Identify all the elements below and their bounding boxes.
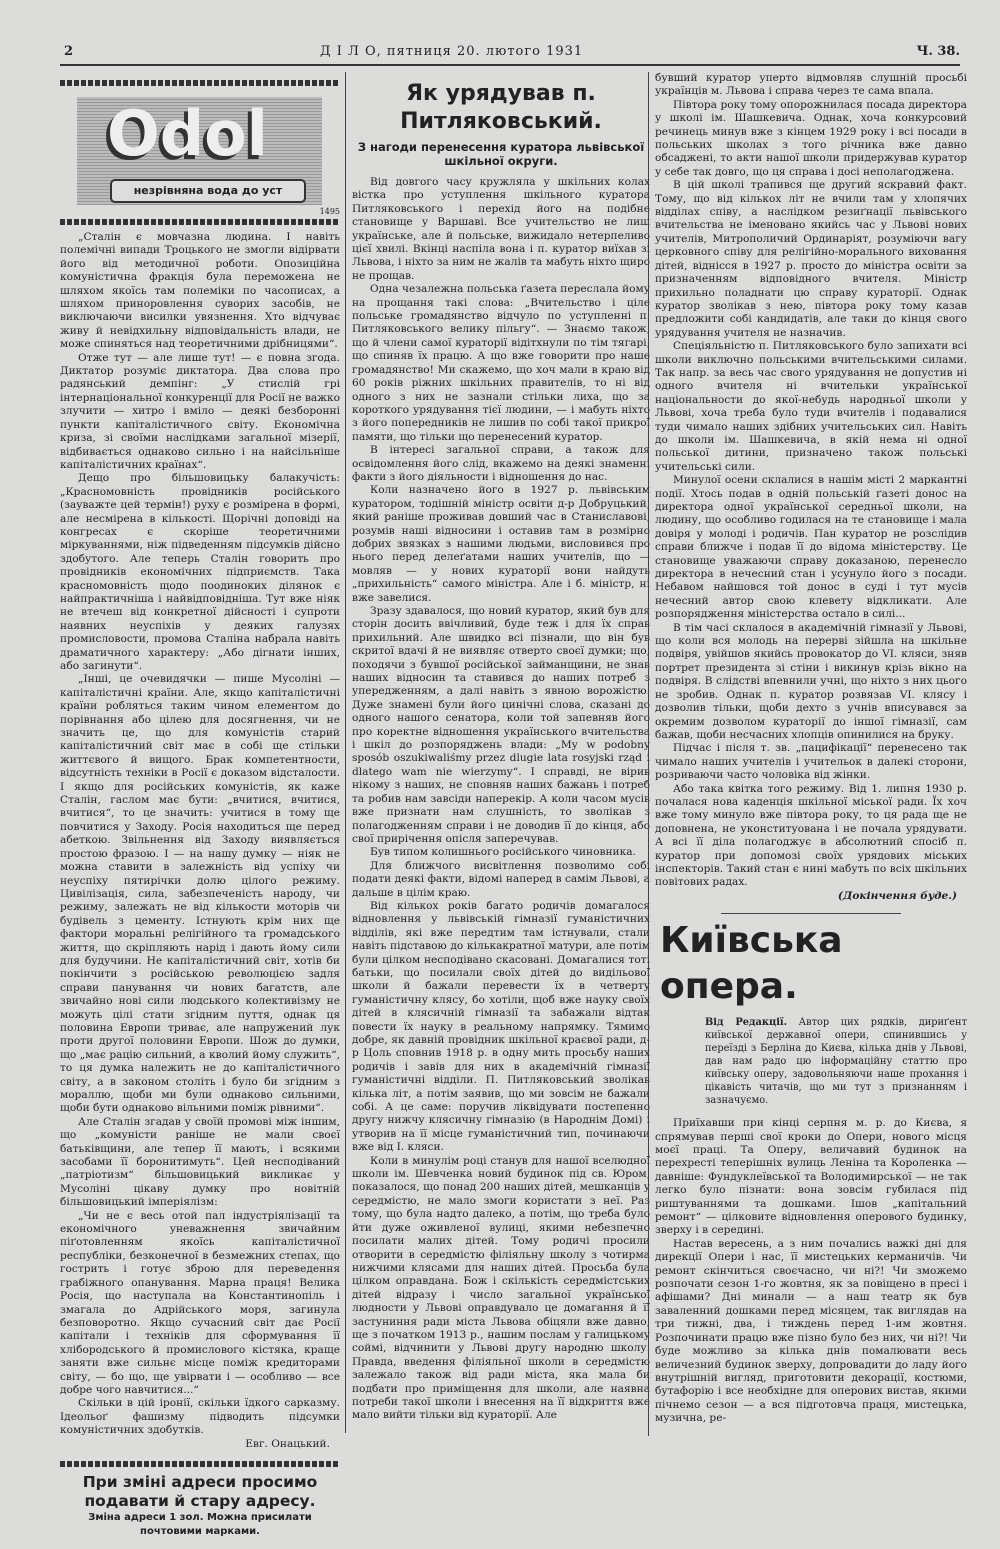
paragraph: Але Сталін згадав у своїй промові між іншим, що „комуністи раніше не мали своєї батьківщини, але тепер її мають, і всякими засобами її боронитимуть“. Цей несподіваний „патріотизм“ більшовицький викликає у Мусоліні цікаву думку про новітній більшовицький імперіялізм: (60, 1115, 340, 1209)
paragraph: Скільки в цій іронії, скільки їдкого сарказму. Ідеольоґ фашизму підводить підсумки комуністичних здобутків. (60, 1397, 340, 1437)
editorial-label: Від Редакції. (705, 1017, 788, 1029)
paragraph: Підчас і після т. зв. „пацифікації“ перенесено так чимало наших учителів і учительок в далекі сторони, розриваючи часто чоловіка від жінки. (655, 742, 967, 782)
paragraph: В цій школі трапився ще другий яскравий факт. Тому, що від кількох літ не вчили там у хлопячих відділах співу, а наслідком резиґнації львівського вчительства не іменовано якийсь час у Львові нових учителів, Митрополичий Ординаріят, розуміючи вагу церковного співу для релігійно-морального виховання дітей, віднісся в 1927 р. просто до міністра освіти за призначенням відповідного вчителя. Міністр прихильно поладнати цю справу кураторії. Однак куратор зволікав з нею, півтора року тому казав предложити собі кандидатів, але таки до кінця свого урядування учителя не назначив. (655, 179, 967, 339)
paragraph: Приїхавши при кінці серпня м. р. до Києва, я спрямував перші свої кроки до Опери, нового місця моєї праці. Та Оперу, величавий будинок на перехресті теперішніх вулиць Леніна та Короленка — давніше: Фундуклеївської та Володимирської — не так легко було пізнати: вона зовсім губилася під риштуваннями та дошками. Ішов „капітальний ремонт“ — цілковите відновлення оперового будинку, зверху і в середині. (655, 1117, 967, 1237)
paragraph: Коли в минулім році станув для нашої вселюдної школи ім. Шевченка новий будинок під св. Юром, показалося, що понад 200 наших дітей, мешканців у середмістю, не мало змоги користати з неї. Раз тому, що була надто далеко, а потім, що треба було йти дуже оживленої вулиці, якими небезпечно посилати малих дітей. Тому родичі просили отворити в середмістю філіяльну школу з чотирма нижчими клясами для наших дітей. Просьба була цілком оправдана. Бож і скількість середмістських дітей відразу і число загальної української людности у Львові оправдувало це домагання й її застуниння ради міста Львова обіцяли вже давно, ще з початком 1913 р., нашим послам у галицькому соймі, відчинити у Львові другу народню школу. Правда, введення філіяльної школи в середмістю залежало також від ради міста, яка мала би подбати про приміщення для школи, але наявна потреби такої школи і внесення на її відкриття вже мало вийти тільки від кураторії. Але (352, 1154, 650, 1422)
continued-note: (Докінчення буде.) (837, 889, 957, 902)
address-notice (60, 1461, 340, 1539)
section-rule (721, 913, 901, 914)
author-signature: Евг. Онацький. (245, 1437, 330, 1450)
paragraph: Настав вересень, а з ним почались важкі дні для дирекції Опери і нас, її мистецьких керманичів. Чи ремонт скінчиться своєчасно, чи ні?! Чи зможемо розпочати сезон 1-го жовтня, як за повіщено в пресі і афішами? Дні минали — а наш театр як був заваленний дошками перед місяцем, так виглядав на три тижні, два, і тиждень перед 1-им жовтня. Розпочинати працю вже пізно було без них, чи ні?! Чи буде можливо за кілька днів помалювати весь величезний будинок зверху, допровадити до ладу його внутрішній вигляд, приготовити декорації, костюми, бутафорію і все необхідне для оперових вистав, якими пічнемо сезон — а вся підготовча праця, мистецька, музична, ре- (655, 1237, 967, 1425)
paragraph: „Інші, це очевидячки — пише Мусоліні — капіталістичні країни. Але, якщо капіталістичні країни робляться таким чином елементом до порівнання або цілею для досягнення, чи не значить це, що для комуністів старий капіталістичний світ має в собі ще стільки життєвого й вищого. Брак компетентности, відсутність техніки в Росії є доказом відсталости. І якщо для російських комуністів, як каже Сталін, гаслом має бути: „вчитися, вчитися, вчитися“, то це значить: учитися в тому ще повчитися у Заходу. Росія находиться ще перед абеткою. Звільнення від Заходу виявляється простою фразою. І — на нашу думку — ніяк не можна ставити в залежність від успіху чи неуспіху пятирічки долю цілого режиму. Цивілізація, сила, забезпеченість народу, чи режиму, залежать не від кількости моторів чи будівель з цементу. Істнують крім них ще фактори моральні релігійного та громадського життя, що скріпляють нарід і дають йому сили для будучини. Не капіталістичний світ, хотів би покінчити з російською революцією задля справи панування чи нових багатств, але звичайно нові сили людського колективізму не можуть цілі стати згідним пуття, однак ця половина Европи триває, але напружений лук проти другої половини Европи. Шож до думки, що „має рацію сильний, а кволий йому служить“, то ця думка належить не до капіталістичного світу, а в законом століть і було би згідним з мораллю, щоби ми були однаково сильними, щоби бути однаково вільними поміж рівними“. (60, 673, 340, 1115)
paragraph: Був типом колишнього російського чиновника. (370, 846, 636, 859)
article-subtitle: З нагоди перенесення куратора львівської шкільної округи. (357, 140, 645, 168)
notice-title: При зміні адреси просимо подавати й стару адресу. (82, 1472, 318, 1510)
odol-logo: Odol (107, 97, 268, 170)
paragraph: Дещо про більшовицьку балакучість: „Красномовність провідників російського (зауважте цей термін!) руху є розмірена в формі, але несмірена в кількості. Щорічні доповіді на конгресах є скоріше теоретичними міркуваннями, ніж підведенням підсумків дійсно здобутого. Але теперь Сталін говорить про провідників економічних підприємств. Така красномовність щодо поодиноких ділянок є найпрактичніша і найвідповідніша. Тут вже ніяк не втечеш від конкретної дійсності і супроти наявних неуспіхів у деяких галузях промисловости, промова Сталіна набрала навіть драматичного характеру: „Або дігнати інших, або загинути“. (60, 472, 340, 672)
paragraph: Для ближчого висвітлення позволимо собі подати деякі факти, відомі наперед в самім Львові, а дальше в цілім краю. (352, 859, 650, 899)
paragraph: „Сталін є мовчазна людина. І навіть полемічні випади Троцького не змогли відірвати його від методичної роботи. Опозиційна комуністична фракція була переможена не шляхом якоїсь там полеміки по часописах, а шляхом приноровлення суворих засобів, не виключаючи висилки увязнення. Хто відчуває живу й невідхильну відповідальність влади, не може спиняться над теоретичними дрібницями“. (60, 231, 340, 351)
issue-number: Ч. 38. (916, 44, 960, 59)
page-header (60, 44, 960, 66)
paragraph: Минулої осени склалися в нашім місті 2 маркантні події. Хтось подав в одній польській ґазеті донос на директора одної української середньої школи, на людину, що особливо годилася на те становище і мала довіря у молоді і родичів. Пан куратор не розслідив справи ближче і подав її до відома міністерству. Це становище уважаючи справу доказаною, перенесло директора в нечесний стан і усунуло його з посади. Небавом найшовся той донос в суді і тут мусів нечесний автор свою клевету відкликати. Але розпорядження міністерства остало в силі... (655, 474, 967, 621)
paragraph: Коли назначено його в 1927 р. львівським куратором, тодішній міністр освіти д-р Добруцький, який раніше проживав довший час в Станиславові, розумів наші відносини і оставив там в розмірно добрих звязках з нашими людьми, висловився про нього перед делеґатами наших учителів, що — мовляв — у нових кураторії вони найдуть „прихильність“ самого міністра. Але і б. міністр, ні вже завелися. (352, 484, 650, 604)
paragraph: В тім часі склалося в академічній гімназії у Львові, що коли вся молодь на перерві зійшла на шкільне подвіря, увійшов якийсь провокатор до VI. кляси, зняв портрет президента зі стіни і викинув крізь вікно на подвіря. В слідстві впевнили учні, що ніхто з них цього не зробив. Однак п. куратор розвязав VI. клясу і дозволив тільки, щоби дехто з учнів вписувався за окремим дозволом кураторії до іншої гімназії, сам бажав, щоби несчасних хлопців опинилися на бруку. (655, 621, 967, 741)
paragraph: Півтора року тому опорожнилася посада директора у школі ім. Шашкевича. Однак, хоча конкурсовий речинець минув вже з кінцем 1929 року і всі посади в польських школах з того річника вже давно обсаджені, то акти нашої школи придержував куратор у себе так довго, що ця справа і досі неполагоджена. (655, 98, 967, 178)
ad-border (60, 219, 340, 225)
opera-article-body (655, 1117, 967, 1425)
notice-border (60, 1461, 340, 1467)
column-3-article (655, 72, 967, 903)
ad-code: 1495 (319, 207, 340, 216)
paragraph: Зразу здавалося, що новий куратор, який був для сторін досить ввічливий, буде теж і для їх справ прихильний. Але швидко всі пізнали, що він був скритої вдачі й не виявляє отверто своєї думки; що, походячи з бувшої російської займанщини, не знав наших відносин та ставився до наших потреб з упередженням, а далі навіть з явною ворожістю. Дуже знамені були його цинічні слова, сказані до одного нашого сенатора, коли той запевняв його про коректне відношення українського вчительства і шкіл до розпоряджень влади: „My w podobny sposób oszukiwaliśmy przez dlugie lata rosyjski rząd i dlatego wam nie wierzymy“. І справді, не вірив нікому з наших, не сповняв наших бажань і потреб та робив нам завсіди наперекір. А коли часом мусів вже признати нам слушність, то зволікав з полагодженням справи і не доводив її до кінця, або свої прирічення опісля заперечував. (352, 605, 650, 845)
paragraph: Від довгого часу кружляла у шкільних колах вістка про уступлення шкільного куратора Питляковського і перехід його на подібне становище у Варшаві. Все учительство не лиш українське, але й польське, вижидало нетерпеливо цієї хвилі. Вкінці наспіла вона і п. куратор виїхав зі Львова, і ніхто за ним не жалів та мабуть ніхто щиро не прощав. (352, 176, 650, 282)
odol-advertisement (77, 97, 322, 205)
column-2 (345, 72, 650, 1433)
column-1-article (60, 231, 340, 1451)
article-title: Як урядував п. Питляковський. (400, 81, 602, 134)
paragraph: Отже тут — але лише тут! — є повна згода. Диктатор розуміє диктатора. Два слова про радянський демпінг: „У стислій грі інтернаціональної конкуренції для Росії не важко злучити — хитро і вміло — деякі безборонні пункти капіталістичного світу. Економічна криза, зі своїми наслідками загальної мізерії, відбивається однаково сильно і на найсільніше капіталістичних країнах“. (60, 351, 340, 471)
paragraph: Від кількох років багато родичів домагалося відновлення у львівській гімназії гуманістичних відділів, які вже передтим там істнували, стали навіть підставою до кількакратної матури, але потім були цілком несподівано скасовані. Домагалися тоті батьки, що посилали своїх дітей до видільової школи й бажали перевести їх в четверту гуманістичну клясу, бо хотіли, щоб вже науку своїх дітей в клясичній гімназії та забажали відтак повести їх науку в реальному напрямку. Тямимо добре, як давній провідник шкільної краєвої ради, д-р Цоль сповнив 1918 р. в одну мить просьбу наших родичів і завів для них в академічній гімназії гуманістичні відділи. П. Питляковський зволікав кілька літ, а потім заявив, що ми зовсім не бажали собі. А це саме: поручив ліквідувати постепенно другу нижчу клясичну гімназію (в Народнім Домі) і утворив на її місце гуманістичний тип, починаючи вже від І. кляси. (352, 899, 650, 1154)
page-number: 2 (64, 44, 74, 59)
column-2-article (352, 176, 650, 1423)
paragraph: „Чи не є весь отой пал індустріялізації та економічного уневажнення звичайним піґотовленням якоїсь капіталістичної республіки, безконечної в безмежних степах, що гострить і готує зброю для переведення грабіжного опанування. Марна праця! Велика Росія, що наступала на Константинопіль і змагала до Адрійського моря, загинула безповоротно. Якщо сучасний світ дає Росії капітали і техніків для сформування її хлібородського й промислового кістяка, краще заняти вже сильнє місце поміж кредиторами світу, — бо що, ще увірвати і — особливо — все добре чого навчитися...“ (60, 1209, 340, 1396)
notice-text: Зміна адреси 1 зол. Можна присилати почтовими марками. (88, 1511, 312, 1537)
ad-border (60, 80, 340, 86)
column-3 (648, 72, 967, 1436)
editorial-note (705, 1016, 967, 1107)
ad-slogan: незрівняна вода до уст (110, 179, 306, 203)
paragraph: Одна чезалежна польська ґазета переслала йому на прощання такі слова: „Вчительство і ціле польське громадянство відчуло по уступленні п. Питляковського велику пільгу“. — Знаємо також, що й члени самої кураторії відітхнули по тім тягарі, що спиняв їх працю. А що вже говорити про наше громадянство! Ми скажемо, що хоч мали в краю від 60 років ріжних шкільних правителів, то ні від одного з них не зазнали стільки лиха, що за короткого урядування тієї людини, — і мабуть ніхто з його попередників не лишив по собі такої прикрої памяти, що тільки що перенесений куратор. (352, 283, 650, 443)
paragraph: Спеціяльністю п. Питляковського було запихати всі школи виключно польськими вчительськими силами. Так напр. за весь час свого урядування не допустив ні одного вчителя ні вчительки української національности до якої-небудь народньої школи у Львові, хоча треба було туди вчителів і подавалися туди чимало наших здібних учительських сил. Навіть до школи ім. Шашкевича, в якій нема ні одної польської дитини, призначено також польські учительські сили. (655, 340, 967, 473)
masthead-line: Д І Л О, пятниця 20. лютого 1931 (320, 44, 584, 59)
opera-article-title: Київська опера. (660, 920, 843, 1008)
editorial-text: Автор цих рядків, дириґент київської державної опери, спинившись у переїзді з Берліна до Києва, кілька днів у Львові, дав нам радо цю інформаційну статтю про київську оперу, задовольняючи наше прохання і цікавість читачів, що ми тут з признанням і зазначуємо. (705, 1017, 967, 1107)
paragraph: Або така квітка того режиму. Від 1. липня 1930 р. почалася нова каденція шкільної міської ради. Їх хоч вже тому минуло вже півтора року, то ця рада ще не доповнена, не уконституована і не почала урядувати. А всі її діла полагоджує в абсолютний спосіб п. куратор при допомозі своїх урядових міських інспекторів. Такий стан є нині мабуть по всіх шкільних повітових радах. (655, 782, 967, 889)
paragraph: В інтересі загальної справи, а також для освідомлення його слід, вкажемо на деякі знаменні факти з його діяльности і відношення до нас. (352, 444, 650, 483)
paragraph: бувший куратор уперто відмовляв слушній просьбі українців м. Львова і справа через те сама впала. (655, 72, 967, 98)
column-1 (60, 72, 340, 1549)
